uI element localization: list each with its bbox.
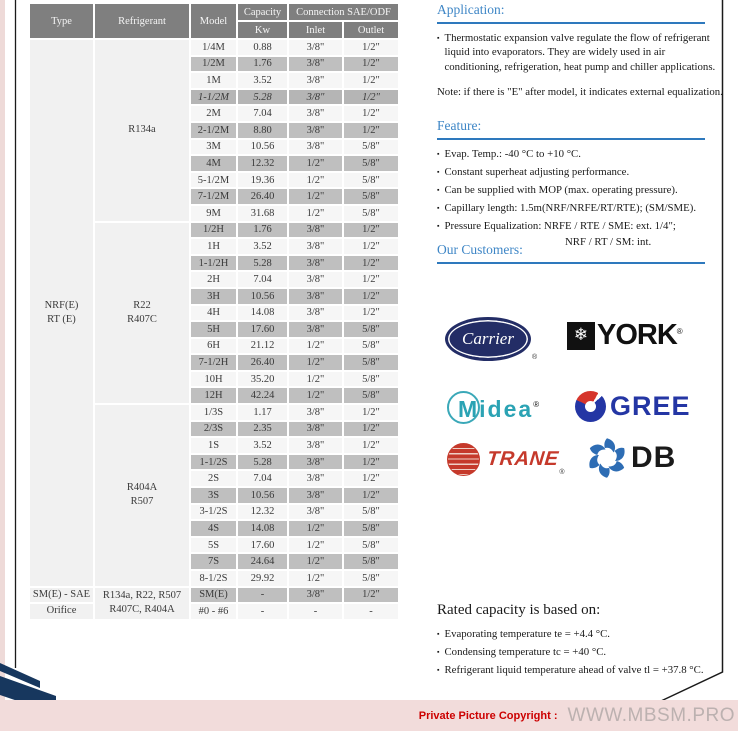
col-header-inlet: Inlet bbox=[289, 22, 342, 38]
capacity-cell: 14.08 bbox=[238, 521, 287, 536]
outlet-cell: 5/8" bbox=[344, 571, 398, 586]
gree-logo bbox=[575, 391, 691, 422]
york-snowflake-icon: ❄ bbox=[567, 322, 595, 350]
bullet-item bbox=[437, 147, 723, 162]
inlet-cell: 1/2" bbox=[289, 173, 342, 188]
outlet-cell: 5/8" bbox=[344, 554, 398, 569]
col-header-kw: Kw bbox=[238, 22, 287, 38]
inlet-cell: 3/8" bbox=[289, 140, 342, 155]
bullet-icon: ▪ bbox=[437, 168, 440, 176]
inlet-cell: 3/8" bbox=[289, 223, 342, 238]
york-logo bbox=[567, 321, 683, 350]
spec-table-header bbox=[30, 4, 398, 38]
capacity-cell: 3.52 bbox=[238, 438, 287, 453]
feature-title: Feature: bbox=[437, 118, 705, 140]
inlet-cell: 3/8" bbox=[289, 455, 342, 470]
bullet-icon: ▪ bbox=[437, 630, 440, 638]
rated-capacity-bullets bbox=[437, 627, 723, 678]
model-cell: 1-1/2M bbox=[191, 90, 236, 105]
inlet-cell: 3/8" bbox=[289, 471, 342, 486]
outlet-cell: - bbox=[344, 604, 398, 619]
right-panel bbox=[437, 0, 723, 700]
inlet-cell: 1/2" bbox=[289, 554, 342, 569]
york-logo-text: YORK bbox=[597, 319, 677, 351]
rated-capacity-section bbox=[437, 602, 723, 681]
model-cell: 3-1/2S bbox=[191, 505, 236, 520]
application-note: Note: if there is "E" after model, it indicates external equalization. bbox=[437, 86, 723, 99]
outlet-cell: 1/2" bbox=[344, 256, 398, 271]
model-cell: 3S bbox=[191, 488, 236, 503]
inlet-cell: - bbox=[289, 604, 342, 619]
model-cell: SM(E) bbox=[191, 588, 236, 603]
inlet-cell: 1/2" bbox=[289, 372, 342, 387]
inlet-cell: 1/2" bbox=[289, 538, 342, 553]
model-cell: 4H bbox=[191, 306, 236, 321]
capacity-cell: 7.04 bbox=[238, 106, 287, 121]
model-cell: 1-1/2S bbox=[191, 455, 236, 470]
bullet-text: Constant superheat adjusting performance. bbox=[444, 166, 630, 178]
table-row bbox=[30, 604, 398, 619]
model-cell: 2S bbox=[191, 471, 236, 486]
feature-bullets bbox=[437, 147, 723, 234]
bullet-item bbox=[437, 183, 723, 198]
model-cell: 4M bbox=[191, 156, 236, 171]
model-cell: 5S bbox=[191, 538, 236, 553]
inlet-cell: 1/2" bbox=[289, 355, 342, 370]
application-bullets bbox=[437, 31, 723, 74]
type-cell: NRF(E) RT (E) bbox=[30, 40, 93, 586]
carrier-reg-mark: ® bbox=[532, 354, 538, 361]
model-cell: 7-1/2H bbox=[191, 355, 236, 370]
capacity-cell: 5.28 bbox=[238, 455, 287, 470]
capacity-cell: 5.28 bbox=[238, 256, 287, 271]
model-cell: 2H bbox=[191, 272, 236, 287]
carrier-logo bbox=[445, 317, 537, 361]
site-watermark: WWW.MBSM.PRO bbox=[567, 704, 735, 726]
inlet-cell: 3/8" bbox=[289, 588, 342, 603]
capacity-cell: 42.24 bbox=[238, 388, 287, 403]
type-cell: SM(E) - SAE bbox=[30, 588, 93, 603]
outlet-cell: 5/8" bbox=[344, 355, 398, 370]
application-title: Application: bbox=[437, 2, 705, 24]
db-logo-text: DB bbox=[631, 441, 677, 474]
outlet-cell: 1/2" bbox=[344, 422, 398, 437]
outlet-cell: 5/8" bbox=[344, 388, 398, 403]
inlet-cell: 3/8" bbox=[289, 73, 342, 88]
col-header-outlet: Outlet bbox=[344, 22, 398, 38]
footer-bar bbox=[0, 700, 738, 731]
model-cell: 2M bbox=[191, 106, 236, 121]
refrigerant-cell: R404A R507 bbox=[95, 405, 189, 586]
inlet-cell: 3/8" bbox=[289, 322, 342, 337]
outlet-cell: 5/8" bbox=[344, 339, 398, 354]
outlet-cell: 5/8" bbox=[344, 372, 398, 387]
outlet-cell: 5/8" bbox=[344, 538, 398, 553]
outlet-cell: 5/8" bbox=[344, 322, 398, 337]
model-cell: #0 - #6 bbox=[191, 604, 236, 619]
bullet-icon: ▪ bbox=[437, 204, 440, 212]
inlet-cell: 3/8" bbox=[289, 505, 342, 520]
inlet-cell: 3/8" bbox=[289, 239, 342, 254]
capacity-cell: 5.28 bbox=[238, 90, 287, 105]
bullet-item bbox=[437, 165, 723, 180]
bullet-icon: ▪ bbox=[437, 150, 440, 158]
outlet-cell: 1/2" bbox=[344, 438, 398, 453]
midea-logo bbox=[447, 389, 539, 429]
capacity-cell: 17.60 bbox=[238, 322, 287, 337]
navy-stripe-thin bbox=[0, 663, 40, 688]
db-fan-icon bbox=[585, 436, 629, 480]
inlet-cell: 3/8" bbox=[289, 422, 342, 437]
model-cell: 10H bbox=[191, 372, 236, 387]
carrier-ellipse-icon bbox=[445, 317, 531, 361]
capacity-cell: 1.17 bbox=[238, 405, 287, 420]
model-cell: 1M bbox=[191, 73, 236, 88]
customers-section bbox=[437, 242, 723, 481]
db-logo bbox=[585, 436, 676, 480]
model-cell: 1H bbox=[191, 239, 236, 254]
capacity-cell: 12.32 bbox=[238, 156, 287, 171]
bullet-item bbox=[437, 645, 723, 660]
inlet-cell: 3/8" bbox=[289, 90, 342, 105]
model-cell: 1/4M bbox=[191, 40, 236, 55]
outlet-cell: 1/2" bbox=[344, 57, 398, 72]
capacity-cell: - bbox=[238, 604, 287, 619]
bullet-text: Pressure Equalization: NRFE / RTE / SME: ext. 1/4"; bbox=[444, 220, 676, 232]
model-cell: 2/3S bbox=[191, 422, 236, 437]
capacity-cell: 7.04 bbox=[238, 272, 287, 287]
outlet-cell: 1/2" bbox=[344, 40, 398, 55]
outlet-cell: 1/2" bbox=[344, 272, 398, 287]
customer-logo-grid bbox=[437, 271, 723, 481]
col-header-model: Model bbox=[191, 4, 236, 38]
bullet-text: Thermostatic expansion valve regulate the flow of refrigerant liquid into evaporators. They are widely used in air conditioning, refrigeration, heat pump and chiller applications. bbox=[444, 32, 716, 73]
capacity-cell: 12.32 bbox=[238, 505, 287, 520]
refrigerant-cell: R134a bbox=[95, 40, 189, 221]
inlet-cell: 3/8" bbox=[289, 405, 342, 420]
capacity-cell: 3.52 bbox=[238, 239, 287, 254]
bullet-icon: ▪ bbox=[437, 34, 440, 42]
outlet-cell: 1/2" bbox=[344, 471, 398, 486]
bullet-item bbox=[437, 663, 723, 678]
capacity-cell: 8.80 bbox=[238, 123, 287, 138]
capacity-cell: 1.76 bbox=[238, 223, 287, 238]
bullet-text: Evaporating temperature te = +4.4 °C. bbox=[444, 628, 610, 640]
inlet-cell: 3/8" bbox=[289, 488, 342, 503]
model-cell: 4S bbox=[191, 521, 236, 536]
bullet-text: Can be supplied with MOP (max. operating pressure). bbox=[444, 184, 678, 196]
capacity-cell: 10.56 bbox=[238, 488, 287, 503]
capacity-cell: 31.68 bbox=[238, 206, 287, 221]
outlet-cell: 5/8" bbox=[344, 521, 398, 536]
model-cell: 1S bbox=[191, 438, 236, 453]
feature-continuation: NRF / RT / SM: int. bbox=[565, 236, 652, 248]
feature-section bbox=[437, 118, 723, 248]
bullet-icon: ▪ bbox=[437, 666, 440, 674]
model-cell: 1-1/2H bbox=[191, 256, 236, 271]
model-cell: 9M bbox=[191, 206, 236, 221]
capacity-cell: 21.12 bbox=[238, 339, 287, 354]
inlet-cell: 3/8" bbox=[289, 438, 342, 453]
bullet-text: Evap. Temp.: -40 °C to +10 °C. bbox=[444, 148, 581, 160]
inlet-cell: 1/2" bbox=[289, 206, 342, 221]
capacity-cell: - bbox=[238, 588, 287, 603]
outlet-cell: 1/2" bbox=[344, 73, 398, 88]
model-cell: 5H bbox=[191, 322, 236, 337]
bullet-icon: ▪ bbox=[437, 186, 440, 194]
model-cell: 3M bbox=[191, 140, 236, 155]
inlet-cell: 3/8" bbox=[289, 256, 342, 271]
model-cell: 12H bbox=[191, 388, 236, 403]
carrier-logo-text: Carrier bbox=[462, 329, 514, 348]
capacity-cell: 7.04 bbox=[238, 471, 287, 486]
bullet-icon: ▪ bbox=[437, 648, 440, 656]
trane-reg-mark: ® bbox=[559, 469, 565, 476]
customers-title: Our Customers: bbox=[437, 242, 705, 264]
rated-capacity-title: Rated capacity is based on: bbox=[437, 602, 601, 618]
outlet-cell: 1/2" bbox=[344, 588, 398, 603]
trane-logo bbox=[447, 443, 565, 476]
spec-table-body bbox=[30, 40, 398, 619]
bullet-text: Capillary length: 1.5m(NRF/NRFE/RT/RTE); (SM/SME). bbox=[444, 202, 697, 214]
left-pink-strip bbox=[0, 0, 5, 731]
table-row bbox=[30, 40, 398, 55]
refrigerant-cell: R134a, R22, R507 R407C, R404A bbox=[95, 588, 189, 619]
table-row bbox=[30, 588, 398, 603]
outlet-cell: 5/8" bbox=[344, 505, 398, 520]
inlet-cell: 1/2" bbox=[289, 189, 342, 204]
gree-swirl-icon bbox=[575, 391, 606, 422]
model-cell: 7-1/2M bbox=[191, 189, 236, 204]
capacity-cell: 2.35 bbox=[238, 422, 287, 437]
capacity-cell: 19.36 bbox=[238, 173, 287, 188]
outlet-cell: 5/8" bbox=[344, 156, 398, 171]
col-header-connection: Connection SAE/ODF bbox=[289, 4, 398, 20]
model-cell: 2-1/2M bbox=[191, 123, 236, 138]
spec-table bbox=[28, 2, 400, 621]
outlet-cell: 1/2" bbox=[344, 90, 398, 105]
capacity-cell: 0.88 bbox=[238, 40, 287, 55]
outlet-cell: 1/2" bbox=[344, 106, 398, 121]
application-section bbox=[437, 2, 723, 98]
outlet-cell: 5/8" bbox=[344, 189, 398, 204]
bullet-icon: ▪ bbox=[437, 222, 440, 230]
inlet-cell: 3/8" bbox=[289, 289, 342, 304]
capacity-cell: 17.60 bbox=[238, 538, 287, 553]
outlet-cell: 1/2" bbox=[344, 239, 398, 254]
inlet-cell: 3/8" bbox=[289, 272, 342, 287]
inlet-cell: 3/8" bbox=[289, 57, 342, 72]
gree-logo-text: GREE bbox=[610, 391, 691, 421]
outlet-cell: 5/8" bbox=[344, 140, 398, 155]
trane-circle-icon bbox=[447, 443, 480, 476]
capacity-cell: 10.56 bbox=[238, 140, 287, 155]
inlet-cell: 3/8" bbox=[289, 123, 342, 138]
model-cell: 1/2M bbox=[191, 57, 236, 72]
outlet-cell: 1/2" bbox=[344, 306, 398, 321]
outlet-cell: 1/2" bbox=[344, 223, 398, 238]
bullet-item bbox=[437, 219, 723, 234]
outlet-cell: 1/2" bbox=[344, 455, 398, 470]
model-cell: 1/2H bbox=[191, 223, 236, 238]
copyright-label: Private Picture Copyright : bbox=[418, 709, 558, 722]
inlet-cell: 1/2" bbox=[289, 521, 342, 536]
model-cell: 5-1/2M bbox=[191, 173, 236, 188]
capacity-cell: 35.20 bbox=[238, 372, 287, 387]
outlet-cell: 5/8" bbox=[344, 206, 398, 221]
bullet-item bbox=[437, 31, 723, 74]
capacity-cell: 1.76 bbox=[238, 57, 287, 72]
inlet-cell: 3/8" bbox=[289, 306, 342, 321]
capacity-cell: 3.52 bbox=[238, 73, 287, 88]
outlet-cell: 1/2" bbox=[344, 405, 398, 420]
capacity-cell: 29.92 bbox=[238, 571, 287, 586]
type-cell: Orifice bbox=[30, 604, 93, 619]
bullet-item bbox=[437, 627, 723, 642]
outlet-cell: 1/2" bbox=[344, 488, 398, 503]
inlet-cell: 3/8" bbox=[289, 40, 342, 55]
capacity-cell: 26.40 bbox=[238, 355, 287, 370]
inlet-cell: 1/2" bbox=[289, 571, 342, 586]
york-reg-mark: ® bbox=[676, 326, 683, 336]
bullet-text: Condensing temperature tc = +40 °C. bbox=[444, 646, 607, 658]
col-header-refrigerant: Refrigerant bbox=[95, 4, 189, 38]
model-cell: 1/3S bbox=[191, 405, 236, 420]
outlet-cell: 5/8" bbox=[344, 173, 398, 188]
bullet-text: Refrigerant liquid temperature ahead of valve tl = +37.8 °C. bbox=[444, 664, 704, 676]
model-cell: 7S bbox=[191, 554, 236, 569]
capacity-cell: 24.64 bbox=[238, 554, 287, 569]
inlet-cell: 3/8" bbox=[289, 106, 342, 121]
midea-logo-text: Midea bbox=[458, 395, 534, 422]
capacity-cell: 10.56 bbox=[238, 289, 287, 304]
inlet-cell: 1/2" bbox=[289, 339, 342, 354]
bullet-item bbox=[437, 201, 723, 216]
midea-reg-mark: ® bbox=[533, 400, 540, 409]
inlet-cell: 1/2" bbox=[289, 156, 342, 171]
refrigerant-cell: R22 R407C bbox=[95, 223, 189, 404]
trane-logo-text: TRANE bbox=[485, 448, 560, 470]
outlet-cell: 1/2" bbox=[344, 289, 398, 304]
model-cell: 3H bbox=[191, 289, 236, 304]
inlet-cell: 1/2" bbox=[289, 388, 342, 403]
col-header-type: Type bbox=[30, 4, 93, 38]
capacity-cell: 14.08 bbox=[238, 306, 287, 321]
col-header-capacity: Capacity bbox=[238, 4, 287, 20]
model-cell: 6H bbox=[191, 339, 236, 354]
model-cell: 8-1/2S bbox=[191, 571, 236, 586]
outlet-cell: 1/2" bbox=[344, 123, 398, 138]
capacity-cell: 26.40 bbox=[238, 189, 287, 204]
